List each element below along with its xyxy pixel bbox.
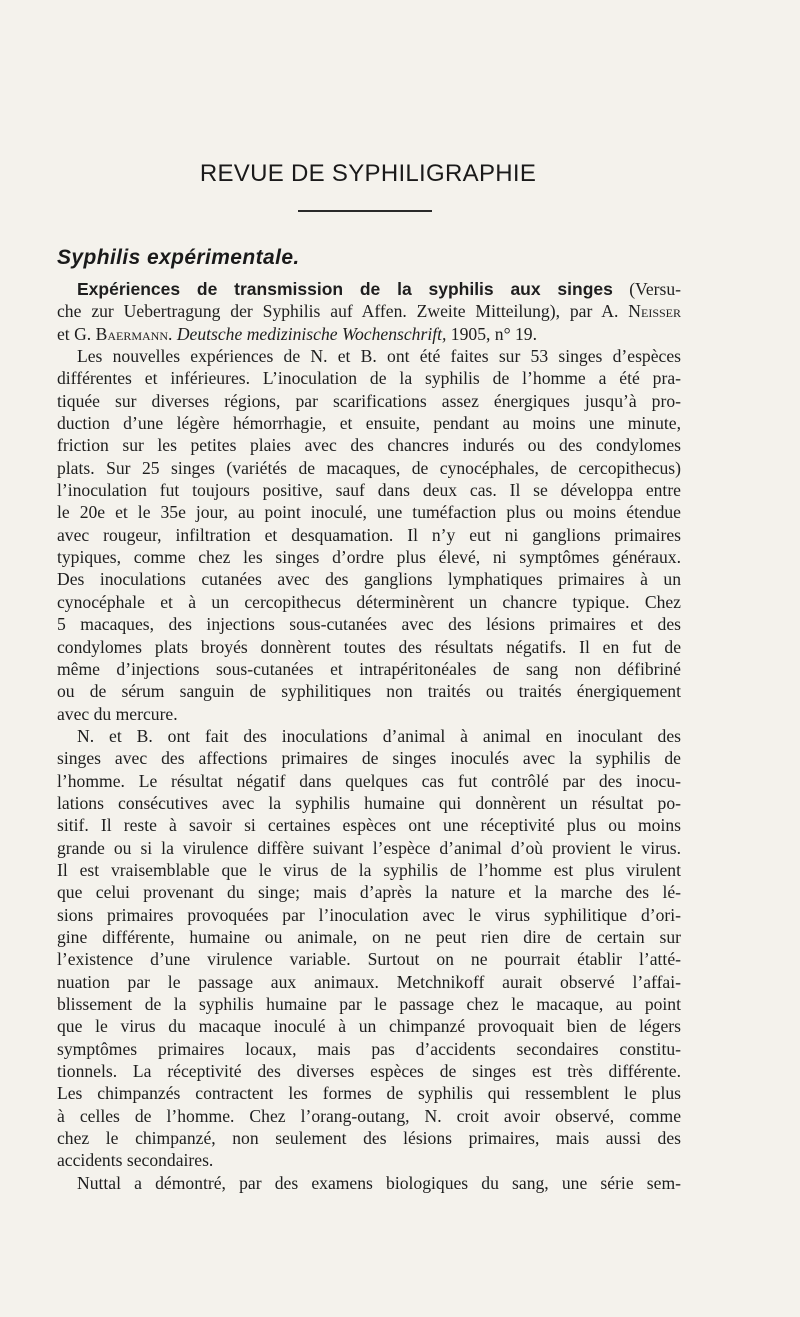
text-line: que celui provenant du singe; mais d’après la nature et la marche des lé- — [57, 882, 681, 903]
article-text — [57, 278, 681, 1194]
text-line: lations consécutives avec la syphilis humaine qui donnèrent un résultat po- — [57, 792, 681, 813]
text-line: friction sur les petites plaies avec des chancres indurés ou des condylomes — [57, 435, 681, 456]
text-line: blissement de la syphilis humaine par le passage chez le macaque, au point — [57, 994, 681, 1014]
text-line: Les nouvelles expériences de N. et B. ont été faites sur 53 singes d’espèces — [77, 346, 681, 367]
text-line: cynocéphale et à un cercopithecus déterminèrent un chancre typique. Chez — [57, 591, 681, 612]
text-line: sions primaires provoquées par l’inoculation avec le virus syphilitique d’ori- — [57, 904, 681, 925]
text-line: Il est vraisemblable que le virus de la syphilis de l’homme est plus virulent — [57, 859, 681, 880]
text-line: l’existence d’une virulence variable. Surtout on ne pourrait établir l’atté- — [57, 949, 681, 970]
text-line: que le virus du macaque inoculé à un chimpanzé provoquait bien de légers — [57, 1016, 681, 1037]
text-line: tiquée sur diverses régions, par scarifications assez énergiques jusqu’à pro- — [57, 390, 681, 411]
text-line: condylomes plats broyés donnèrent toutes des résultats négatifs. Il en fut de — [57, 636, 681, 657]
author-name: Baermann — [95, 323, 169, 344]
text-line: le 20e et le 35e jour, au point inoculé, une tuméfaction plus ou moins étendue — [57, 502, 681, 523]
text-line: duction d’une légère hémorrhagie, et ensuite, pendant au moins une minute, — [57, 413, 681, 434]
reference-line: che zur Uebertragung der Syphilis auf Affen. Zweite Mitteilung), par A. Neisser — [57, 301, 681, 322]
article-title: Expériences de transmission de la syphilis aux singes — [77, 279, 613, 299]
text-line: même d’injections sous-cutanées et intrapéritonéales de sang non défibriné — [57, 658, 681, 679]
text-line: plats. Sur 25 singes (variétés de macaques, de cynocéphales, de cercopithecus) — [57, 457, 681, 478]
text-line: singes avec des affections primaires de singes inoculés avec la syphilis de — [57, 748, 681, 769]
text-line: Les chimpanzés contractent les formes de syphilis qui ressemblent le plus — [57, 1083, 681, 1104]
text-line: sitif. Il reste à savoir si certaines espèces ont une réceptivité plus ou moins — [57, 815, 681, 836]
text-line: différentes et inférieures. L’inoculation de la syphilis de l’homme a été pra- — [57, 368, 681, 389]
text-line: chez le chimpanzé, non seulement des lésions primaires, mais aussi des — [57, 1128, 681, 1149]
reference-line: et G. Baermann. Deutsche medizinische Wochenschrift, 1905, n° 19. — [57, 323, 538, 344]
text-line: nuation par le passage aux animaux. Metchnikoff aurait observé l’affai- — [57, 971, 681, 992]
text-line: symptômes primaires locaux, mais pas d’accidents secondaires constitu- — [57, 1038, 681, 1059]
text-line: Nuttal a démontré, par des examens biologiques du sang, une série sem- — [77, 1172, 681, 1193]
text-line: à celles de l’homme. Chez l’orang-outang, N. croit avoir observé, comme — [57, 1105, 681, 1126]
text-line: avec du mercure. — [57, 703, 178, 724]
author-name: Neisser — [628, 301, 681, 322]
reference-line: Expériences de transmission de la syphilis aux singes (Versu- — [77, 279, 681, 299]
text-line: Des inoculations cutanées avec des ganglions lymphatiques primaires à un — [57, 569, 681, 590]
journal-name: Deutsche medizinische Wochenschrift, — [176, 323, 447, 344]
text-line: ou de sérum sanguin de syphilitiques non traités ou traités énergiquement — [57, 681, 681, 702]
text-line: l’inoculation fut toujours positive, sauf dans deux cas. Il se développa entre — [57, 480, 681, 501]
page-heading: REVUE DE SYPHILIGRAPHIE — [199, 160, 537, 187]
heading-rule — [298, 210, 432, 212]
text-line: tionnels. La réceptivité des diverses espèces de singes est très différente. — [57, 1061, 681, 1082]
section-title: Syphilis expérimentale. — [57, 246, 300, 269]
text-line: gine différente, humaine ou animale, on ne peut rien dire de certain sur — [57, 926, 681, 947]
text-line: l’homme. Le résultat négatif dans quelques cas fut contrôlé par des inocu- — [57, 770, 681, 791]
text-line: typiques, comme chez les singes d’ordre plus élevé, ni symptômes généraux. — [57, 547, 681, 568]
text-line: accidents secondaires. — [57, 1150, 214, 1171]
text-line: avec rougeur, infiltration et desquamation. Il n’y eut ni ganglions primaires — [57, 524, 681, 545]
text-line: grande ou si la virulence diffère suivant l’espèce d’animal d’où provient le virus. — [57, 837, 681, 858]
text-line: N. et B. ont fait des inoculations d’animal à animal en inoculant des — [77, 725, 681, 746]
text-line: 5 macaques, des injections sous-cutanées avec des lésions primaires et des — [57, 614, 681, 635]
